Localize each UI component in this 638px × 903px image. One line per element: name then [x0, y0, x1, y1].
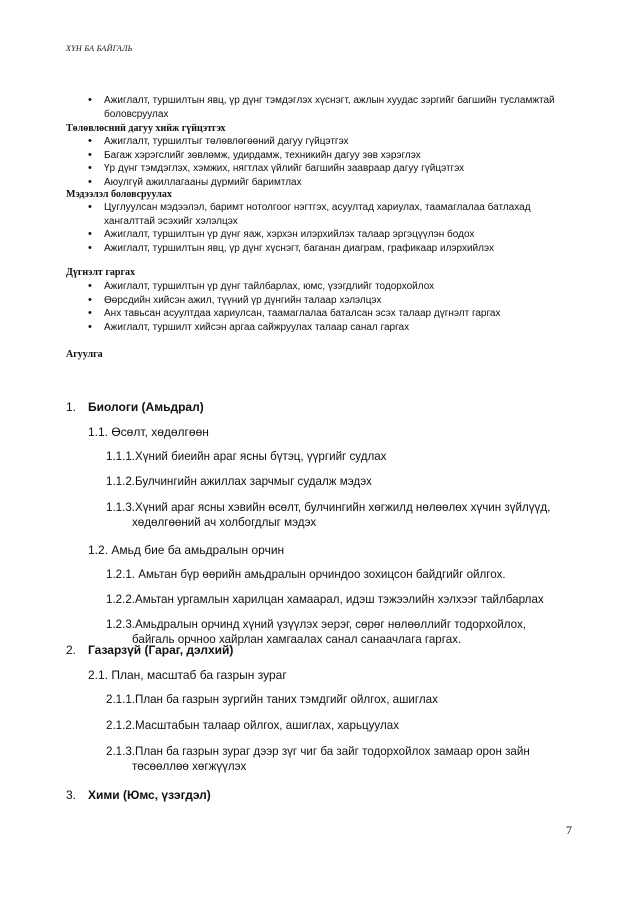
outline-item-2-1-1: 2.1.1.План ба газрын зургийн таних тэмдгийг ойлгох, ашиглах	[106, 693, 438, 706]
section-heading-process-info: Мэдээлэл боловсруулах	[66, 189, 172, 200]
list-item: • Ажиглалт, туршилтын үр дүнг яаж, хэрхэн илэрхийлэх талаар эргэцүүлэн бодох	[0, 228, 638, 242]
list-item: • Ажиглалт, туршилт хийсэн аргаа сайжруулах талаар санал гаргах	[0, 321, 638, 335]
outline-heading-2	[66, 643, 233, 658]
outline-item-1-1-2: 1.1.2.Булчингийн ажиллах зарчмыг судалж мэдэх	[106, 475, 372, 488]
list-item: • Анх тавьсан асуултдаа хариулсан, таамаглалаа баталсан эсэх талаар дүгнэлт гаргах	[0, 307, 638, 321]
outline-title: Газарзүй (Гараг, дэлхий)	[88, 643, 234, 657]
section-heading-perform: Төлөвлөсний дагуу хийж гүйцэтгэх	[66, 123, 226, 134]
outline-line: 2.1.3.План ба газрын зураг дээр зүг чиг ба зайг тодорхойлох замаар орон зайн	[106, 745, 530, 758]
list-item: • Ажиглалт, туршилтын үр дүнг тайлбарлах, юмс, үзэгдлийг тодорхойлох	[0, 280, 638, 294]
outline-heading-1-1: 1.1. Өсөлт, хөдөлгөөн	[88, 425, 209, 439]
outline-number: 2.	[66, 643, 77, 657]
section-heading-conclusion: Дүгнэлт гаргах	[66, 267, 135, 278]
outline-item-1-1-3	[106, 500, 588, 530]
outline-line: 1.2.3.Амьдралын орчинд хүний үзүүлэх эерэг, сөрөг нөлөөллийг тодорхойлох,	[106, 618, 526, 631]
list-item: • Ажиглалт, туршилтын явц, үр дүнг хүснэгт, баганан диаграм, графикаар илэрхийлэх	[0, 242, 638, 256]
outline-item-1-2-2: 1.2.2.Амьтан ургамлын харилцан хамаарал, идэш тэжээлийн хэлхээг тайлбарлах	[106, 593, 544, 606]
outline-title: Хими (Юмс, үзэгдэл)	[88, 788, 211, 802]
contents-heading: Агуулга	[66, 349, 103, 360]
intro-bullet-list	[0, 94, 638, 121]
list-item: • Багаж хэрэгслийг зөвлөмж, удирдамж, техникийн дагуу зөв хэрэглэх	[0, 149, 638, 163]
outline-line-continued: хөдөлгөөний ач холбогдлыг мэдэх	[132, 516, 317, 529]
outline-line: 1.1.3.Хүний араг ясны хэвийн өсөлт, булчингийн хөгжилд нөлөөлөх хүчин зүйлүүд,	[106, 501, 551, 514]
bullet-list-conclusion	[0, 280, 638, 334]
outline-number: 1.	[66, 400, 77, 414]
outline-number: 3.	[66, 788, 77, 802]
bullet-list-perform	[0, 135, 638, 189]
outline-item-2-1-3	[106, 744, 588, 774]
list-item: • Ажиглалт, туршилтын явц, үр дүнг тэмдэглэх хүснэгт, ажлын хуудас зэргийг багшийн тусламжтай боловсруулах	[0, 94, 638, 121]
page-number: 7	[566, 823, 572, 837]
running-header: ХҮН БА БАЙГАЛЬ	[66, 44, 133, 53]
outline-item-1-2-1: 1.2.1. Амьтан бүр өөрийн амьдралын орчиндоо зохицсон байдгийг ойлгох.	[106, 568, 506, 581]
outline-heading-3	[66, 788, 211, 803]
outline-heading-2-1: 2.1. План, масштаб ба газрын зураг	[88, 668, 287, 682]
bullet-list-process-info	[0, 201, 638, 255]
list-item: • Аюулгүй ажиллагааны дүрмийг баримтлах	[0, 176, 638, 190]
outline-item-1-1-1: 1.1.1.Хүний биеийн араг ясны бүтэц, үүргийг судлах	[106, 450, 387, 463]
outline-title: Биологи (Амьдрал)	[88, 400, 204, 414]
outline-line-continued: байгаль орчноо хайрлан хамгаалах санал санаачлага гаргах.	[132, 633, 462, 646]
outline-line-continued: төсөөллөө хөгжүүлэх	[132, 760, 247, 773]
outline-item-2-1-2: 2.1.2.Масштабын талаар ойлгох, ашиглах, харьцуулах	[106, 719, 399, 732]
list-item: • Үр дүнг тэмдэглэх, хэмжих, нягтлах үйлийг багшийн заавраар дагуу гүйцэтгэх	[0, 162, 638, 176]
outline-heading-1	[66, 400, 204, 415]
list-item: • Өөрсдийн хийсэн ажил, түүний үр дүнгийн талаар хэлэлцэх	[0, 294, 638, 308]
list-item: • Ажиглалт, туршилтыг төлөвлөгөөний дагуу гүйцэтгэх	[0, 135, 638, 149]
list-item: • Цуглуулсан мэдээлэл, баримт нотолгоог нэгтгэх, асуултад хариулах, таамаглалаа батлахад хангалттай эсэхийг хэлэлцэх	[0, 201, 638, 228]
outline-heading-1-2: 1.2. Амьд бие ба амьдралын орчин	[88, 543, 285, 557]
